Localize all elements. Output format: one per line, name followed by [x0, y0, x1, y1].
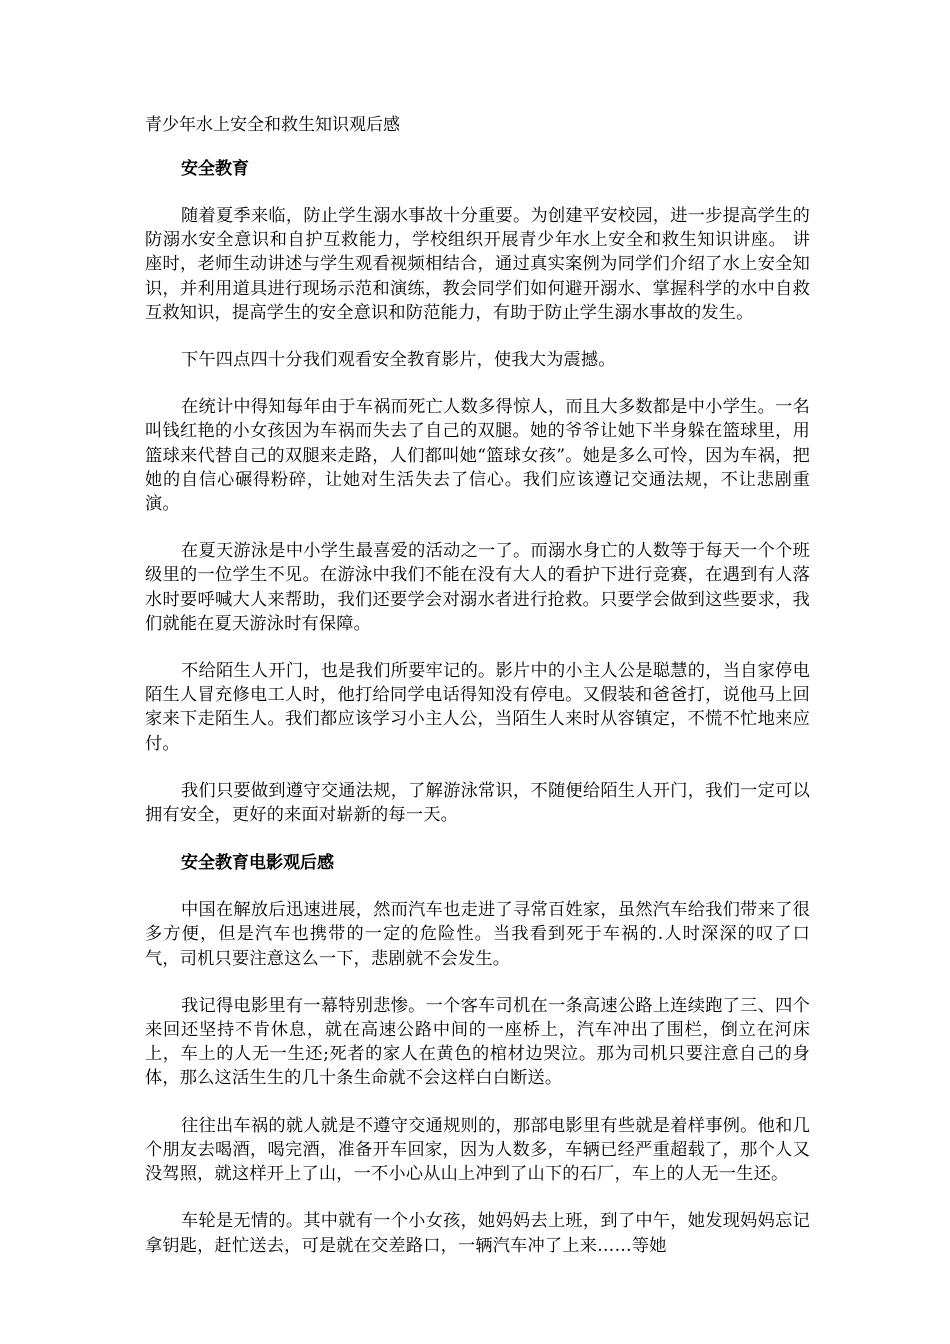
- paragraph: 在统计中得知每年由于车祸而死亡人数多得惊人，而且大多数都是中小学生。一名叫钱红艳的小女孩因为车祸而失去了自己的双腿。她的爷爷让她下半身躲在篮球里，用篮球来代替自己的双腿来走路，人们都叫她“篮球女孩”。她是多么可怜，因为车祸，把她的自信心碾得粉碎，让她对生活失去了信心。我们应该遵记交通法规，不让悲剧重演。: [145, 397, 810, 515]
- paragraph: 往往出车祸的就人就是不遵守交通规则的，那部电影里有些就是着样事例。他和几个朋友去喝酒，喝完酒，准备开车回家，因为人数多，车辆已经严重超载了，那个人又没驾照，就这样开上了山，一不小心从山上冲到了山下的石厂，车上的人无一生还。: [145, 1115, 810, 1185]
- paragraph: 车轮是无情的。其中就有一个小女孩，她妈妈去上班，到了中午，她发现妈妈忘记拿钥匙，赶忙送去，可是就在交差路口，一辆汽车冲了上来……等她: [145, 1211, 810, 1256]
- section-heading: 安全教育电影观后感: [181, 853, 334, 874]
- paragraph: 随着夏季来临，防止学生溺水事故十分重要。为创建平安校园，进一步提高学生的防溺水安全意识和自护互救能力，学校组织开展青少年水上安全和救生知识讲座。 讲座时，老师生动讲述与学生观看视频相结合，通过真实案例为同学们介绍了水上安全知识，并利用道具进行现场示范和演练，教会同学们如何避开溺水、掌握科学的水中自救互救知识，提高学生的安全意识和防范能力，有助于防止学生溺水事故的发生。: [145, 206, 810, 323]
- paragraph: 不给陌生人开门，也是我们所要牢记的。影片中的小主人公是聪慧的，当自家停电陌生人冒充修电工人时，他打给同学电话得知没有停电。又假装和爸爸打，说他马上回家来下走陌生人。我们都应该学习小主人公，当陌生人来时从容镇定，不慌不忙地来应付。: [145, 661, 810, 754]
- paragraph: 我们只要做到遵守交通法规，了解游泳常识，不随便给陌生人开门，我们一定可以拥有安全，更好的来面对崭新的每一天。: [145, 780, 810, 826]
- document-body: [145, 112, 810, 1258]
- section-heading: 安全教育: [181, 159, 249, 179]
- paragraph: 在夏天游泳是中小学生最喜爱的活动之一了。而溺水身亡的人数等于每天一个个班级里的一位学生不见。在游泳中我们不能在没有大人的看护下进行竞赛，在遇到有人落水时要呼喊大人来帮助，我们还要学会对溺水者进行抢救。只要学会做到这些要求，我们就能在夏天游泳时有保障。: [145, 541, 810, 634]
- paragraph: 我记得电影里有一幕特别悲惨。一个客车司机在一条高速公路上连续跑了三、四个来回还坚持不肯休息，就在高速公路中间的一座桥上，汽车冲出了围栏，倒立在河床上，车上的人无一生还;死者的家人在黄色的棺材边哭泣。那为司机只要注意自己的身体，那么这活生生的几十条生命就不会这样白白断送。: [145, 995, 810, 1089]
- document-title: 青少年水上安全和救生知识观后感: [145, 115, 400, 135]
- paragraph: 中国在解放后迅速进展，然而汽车也走进了寻常百姓家，虽然汽车给我们带来了很多方便，但是汽车也携带的一定的危险性。当我看到死于车祸的.人时深深的叹了口气，司机只要注意这么一下，悲剧就不会发生。: [145, 900, 810, 969]
- paragraph: 下午四点四十分我们观看安全教育影片，使我大为震撼。: [181, 350, 616, 371]
